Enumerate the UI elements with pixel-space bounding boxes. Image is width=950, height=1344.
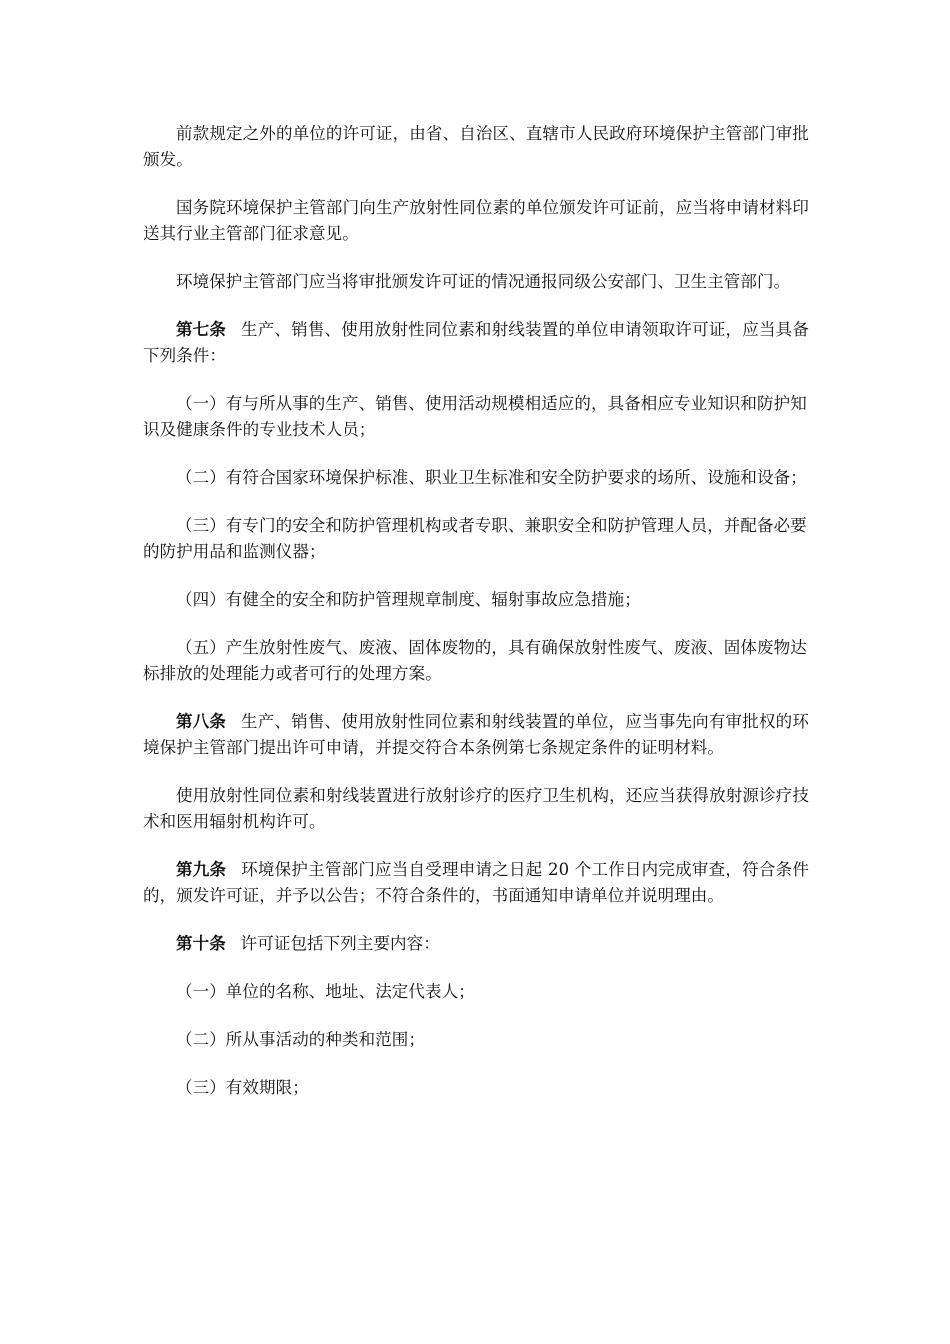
document-page	[143, 121, 809, 1123]
paragraph-approval-notification: 环境保护主管部门应当将审批颁发许可证的情况通报同级公安部门、卫生主管部门。	[176, 272, 791, 291]
article-9	[143, 857, 809, 909]
article-9-heading: 第九条	[176, 860, 227, 879]
article-7-item-4: （四）有健全的安全和防护管理规章制度、辐射事故应急措施；	[176, 590, 641, 609]
article-10-item-1: （一）单位的名称、地址、法定代表人；	[176, 982, 475, 1001]
article-7-item-2: （二）有符合国家环境保护标准、职业卫生标准和安全防护要求的场所、设施和设备；	[176, 468, 807, 487]
article-7-item-3: （三）有专门的安全和防护管理机构或者专职、兼职安全和防护管理人员，并配备必要的防护用品和监测仪器；	[143, 516, 807, 561]
article-10-item-2: （二）所从事活动的种类和范围；	[176, 1030, 425, 1049]
article-10-heading: 第十条	[176, 934, 226, 953]
paragraph-approval-consultation: 国务院环境保护主管部门向生产放射性同位素的单位颁发许可证前，应当将申请材料印送其行业主管部门征求意见。	[143, 198, 809, 243]
article-9-text: 环境保护主管部门应当自受理申请之日起 20 个工作日内完成审查，符合条件的，颁发许可证，并予以公告；不符合条件的，书面通知申请单位并说明理由。	[143, 860, 809, 905]
article-7-text: 生产、销售、使用放射性同位素和射线装置的单位申请领取许可证，应当具备下列条件：	[143, 320, 809, 365]
article-8-heading: 第八条	[176, 712, 227, 731]
article-10	[143, 931, 809, 957]
article-7-heading: 第七条	[176, 320, 227, 339]
paragraph-approval-provincial: 前款规定之外的单位的许可证，由省、自治区、直辖市人民政府环境保护主管部门审批颁发。	[143, 124, 809, 169]
article-10-item-3: （三）有效期限；	[176, 1078, 309, 1097]
article-8	[143, 709, 809, 761]
article-8-extra: 使用放射性同位素和射线装置进行放射诊疗的医疗卫生机构，还应当获得放射源诊疗技术和医用辐射机构许可。	[143, 786, 809, 831]
article-8-text: 生产、销售、使用放射性同位素和射线装置的单位，应当事先向有审批权的环境保护主管部门提出许可申请，并提交符合本条例第七条规定条件的证明材料。	[143, 712, 809, 757]
article-10-text: 许可证包括下列主要内容：	[240, 934, 440, 953]
article-7-item-5: （五）产生放射性废气、废液、固体废物的，具有确保放射性废气、废液、固体废物达标排放的处理能力或者可行的处理方案。	[143, 638, 807, 683]
article-7	[143, 317, 809, 369]
article-7-item-1: （一）有与所从事的生产、销售、使用活动规模相适应的，具备相应专业知识和防护知识及健康条件的专业技术人员；	[143, 394, 807, 439]
